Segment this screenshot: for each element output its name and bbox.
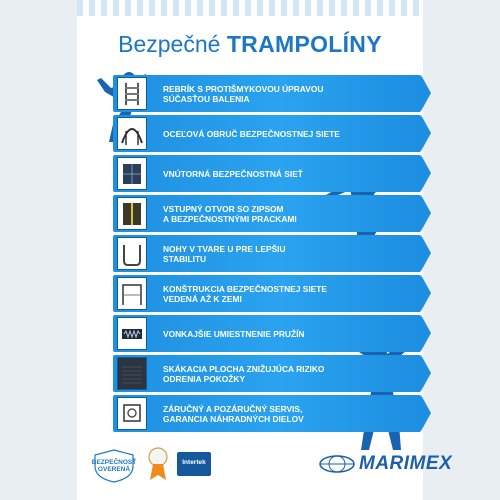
zipper-entrance-icon [117, 197, 147, 230]
feature-label: VONKAJŠIE UMIESTNENIE PRUŽÍN [163, 328, 305, 339]
feature-label: REBRÍK S PROTIŠMYKOVOU ÚPRAVOU SÚČASŤOU BALENIA [163, 83, 324, 104]
steel-hoop-icon [117, 117, 147, 150]
feature-arrow [421, 315, 431, 351]
feature-label: KONŠTRUKCIA BEZPEČNOSTNEJ SIETE VEDENÁ AŽ K ZEMI [163, 283, 327, 304]
feature-row-steel-hoop [113, 115, 421, 152]
feature-row-net-frame [113, 275, 421, 312]
feature-arrow [421, 75, 431, 111]
marimex-globe-logo [319, 455, 355, 473]
feature-row-springs [113, 315, 421, 352]
marimex-logo-text: MARIMEX [359, 453, 453, 474]
feature-label: NOHY V TVARE U PRE LEPŠIU STABILITU [163, 243, 286, 264]
certificate-medal-icon [147, 446, 169, 482]
feature-arrow [421, 275, 431, 311]
feature-arrow [421, 155, 431, 191]
jumping-mat-icon [117, 357, 147, 390]
feature-arrow [421, 355, 431, 391]
feature-row-jumping-mat [113, 355, 421, 392]
feature-row-inner-net [113, 155, 421, 192]
feature-row-ladder [113, 75, 421, 112]
feature-arrow [421, 115, 431, 151]
feature-arrow [421, 395, 431, 431]
ladder-icon [117, 77, 147, 110]
inner-net-icon [117, 157, 147, 190]
feature-row-zipper [113, 195, 421, 232]
title-prefix: Bezpečné [118, 31, 221, 57]
feature-label: ZÁRUČNÝ A POZÁRUČNÝ SERVIS, GARANCIA NÁHRADNÝCH DIELOV [163, 403, 304, 424]
feature-label: OCEĽOVÁ OBRUČ BEZPEČNOSTNEJ SIETE [163, 128, 340, 139]
springs-icon [117, 317, 147, 350]
u-legs-icon [117, 237, 147, 270]
service-icon [117, 397, 147, 430]
feature-arrow [421, 235, 431, 271]
title-main: TRAMPOLÍNY [226, 31, 382, 57]
decorative-border [77, 0, 423, 16]
poster [77, 0, 453, 500]
feature-label: VNÚTORNÁ BEZPEČNOSTNÁ SIEŤ [163, 168, 303, 179]
feature-arrow [421, 195, 431, 231]
marimex-brand [319, 452, 452, 476]
safety-badge-text: BEZPEČNOSŤ OVERENÁ [91, 459, 137, 473]
net-frame-icon [117, 277, 147, 310]
feature-row-u-legs [113, 235, 421, 272]
feature-label: SKÁKACIA PLOCHA ZNIŽUJÚCA RIZIKO ODRENIA POKOŽKY [163, 363, 325, 384]
poster-title [77, 31, 423, 58]
feature-label: VSTUPNÝ OTVOR SO ZIPSOM A BEZPEČNOSTNÝMI PRACKAMI [163, 203, 297, 224]
feature-row-service [113, 395, 421, 432]
intertek-logo-text: Intertek [182, 459, 206, 466]
